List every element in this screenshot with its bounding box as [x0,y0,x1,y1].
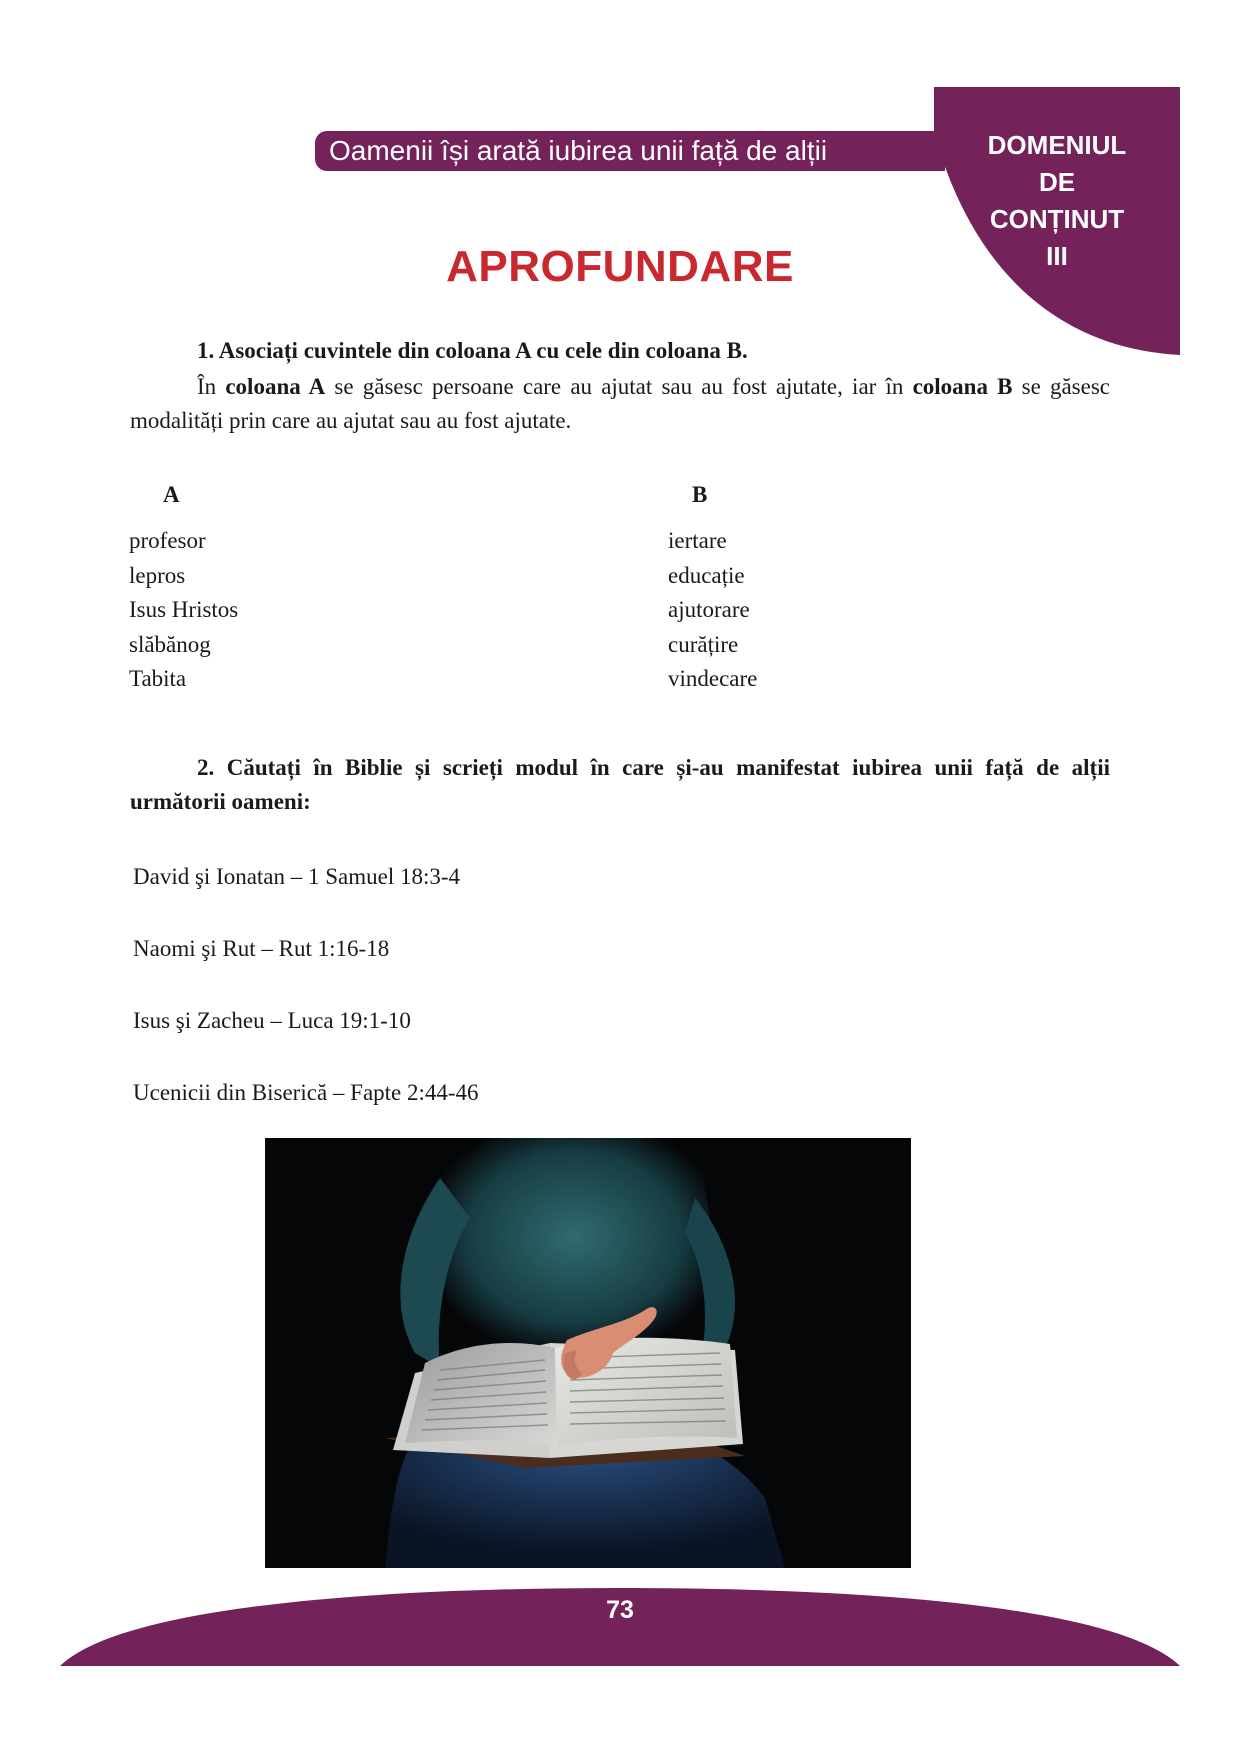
column-a-item: Isus Hristos [129,597,239,622]
column-b-item: educație [668,562,745,588]
column-b-item: iertare [668,528,727,553]
column-a-list [129,524,238,697]
instruction-column-b: coloana B [912,374,1013,399]
instruction-part: se găsesc persoane care au ajutat sau au fost ajutate, iar în [325,374,913,399]
column-b-list [668,524,757,697]
instruction-part: se găsesc modalități prin care au ajutat sau au fost ajutate. [130,374,1110,433]
bible-reading-illustration [265,1138,911,1568]
instruction-part: În [197,374,226,399]
bible-reading-photo [265,1138,911,1568]
exercise-2-heading: 2. Căutați în Biblie și scrieți modul în care și-au manifestat iubirea unii față de alții următorii oameni: [130,755,1110,814]
domain-line-1: DOMENIUL [987,130,1127,160]
domain-corner-tab [934,87,1180,355]
domain-line-3: CONȚINUT [989,204,1125,234]
topic-header-bar [315,131,945,171]
exercise-1-heading: 1. Asociați cuvintele din coloana A cu cele din coloana B. [197,338,748,363]
page-footer [60,1588,1180,1668]
topic-title: Oamenii își arată iubirea unii față de alții [329,135,828,166]
column-a-item: slăbănog [129,631,211,657]
column-b-item: curățire [668,631,739,657]
column-b-header: B [692,482,708,507]
column-a-item: Tabita [129,666,187,691]
bible-reference: Ucenicii din Biserică – Fapte 2:44-46 [133,1080,479,1105]
instruction-column-a: coloana A [225,374,326,399]
bible-reference: Isus şi Zacheu – Luca 19:1-10 [133,1008,411,1033]
bible-reference: Naomi şi Rut – Rut 1:16-18 [133,936,390,961]
column-a-item: profesor [129,528,206,553]
exercise-1-instructions [130,370,1110,438]
domain-line-4: III [1046,241,1068,271]
column-a-header: A [163,482,180,507]
column-b-item: ajutorare [668,597,750,622]
page-number: 73 [606,1596,634,1624]
column-b-item: vindecare [668,666,758,691]
column-a-item: lepros [129,562,186,588]
domain-line-2: DE [1038,167,1076,197]
bible-reference: David şi Ionatan – 1 Samuel 18:3-4 [133,864,461,889]
bible-references-list [133,860,479,1148]
section-title: APROFUNDARE [446,242,794,291]
